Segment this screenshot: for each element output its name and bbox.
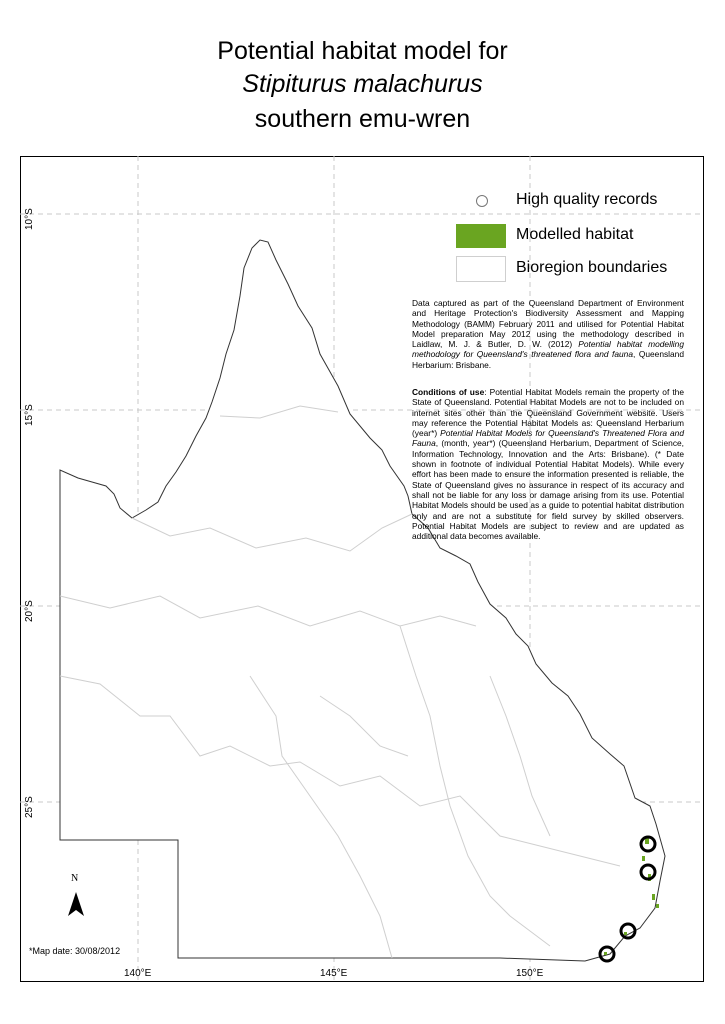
legend-record-icon [476,195,488,207]
lat-label-10: 10°S [24,208,35,230]
note2-text-b: , (month, year*) (Queensland Herbarium, Department of Science, Information Technology, Innovation and the Arts: Brisbane). (* Date shown in footnote of individual Potential Habitat Models). While every effort has been made to ensure the information presented is reliable, the State of Queensland gives no assurance in respect of its accuracy and shall not be liable for any loss or damage arising from its use. Potential Habitat Models should be used as a guide to potential habitat distribution only and are not a substitute for field survey by skilled observers. Potential Habitat Models are subject to review and are updated as additional data becomes available. [412,438,684,542]
lon-label-150: 150°E [516,968,544,979]
habitat-patch [642,856,645,861]
data-source-note [412,298,684,370]
lat-label-25: 25°S [24,796,35,818]
lon-label-145: 145°E [320,968,348,979]
north-label: N [71,873,79,884]
note1-italic: Potential habitat modelling methodology for Queensland's threatened flora and fauna [412,339,684,360]
title-common-name: southern emu-wren [254,105,471,133]
lat-label-20: 20°S [24,600,35,622]
conditions-of-use-note [412,387,684,541]
note2-italic: Potential Habitat Models for Queensland's Threatened Flora and Fauna [412,428,684,449]
habitat-patch [604,952,607,955]
habitat-patch [652,894,655,900]
map-date: *Map date: 30/08/2012 [29,946,121,956]
legend-records-label: High quality records [516,191,658,208]
legend-bioregion-label: Bioregion boundaries [516,259,668,276]
note2-text-a: : Potential Habitat Models remain the property of the State of Queensland. Potential Habitat Models are not to be included on internet sites other than the Queensland Government website. Users may reference the Potential Habitat Models as: Queensland Herbarium (year*) [412,387,684,439]
habitat-patch [656,904,659,908]
note1-text-b: , Queensland Herbarium: Brisbane. [412,349,684,370]
title-species: Stipiturus malachurus [242,70,483,98]
legend-habitat-swatch [456,224,506,248]
title-line-1: Potential habitat model for [217,37,508,65]
conditions-heading: Conditions of use [412,387,485,397]
lon-label-140: 140°E [124,968,152,979]
lat-label-15: 15°S [24,404,35,426]
legend-bioregion-swatch [456,256,506,282]
legend-habitat-label: Modelled habitat [516,226,634,243]
north-arrow-icon [68,892,84,916]
habitat-patch [624,932,627,935]
queensland-map[interactable] [20,156,704,982]
note1-text-a: Data captured as part of the Queensland Department of Environment and Heritage Protection's Biodiversity Assessment and Mapping Methodology (BAMM) February 2011 and utilised for Potential Habitat Model preparation May 2012 using the methodology described in Laidlaw, M. J. & Butler, D. W. (2012) [412,298,684,350]
